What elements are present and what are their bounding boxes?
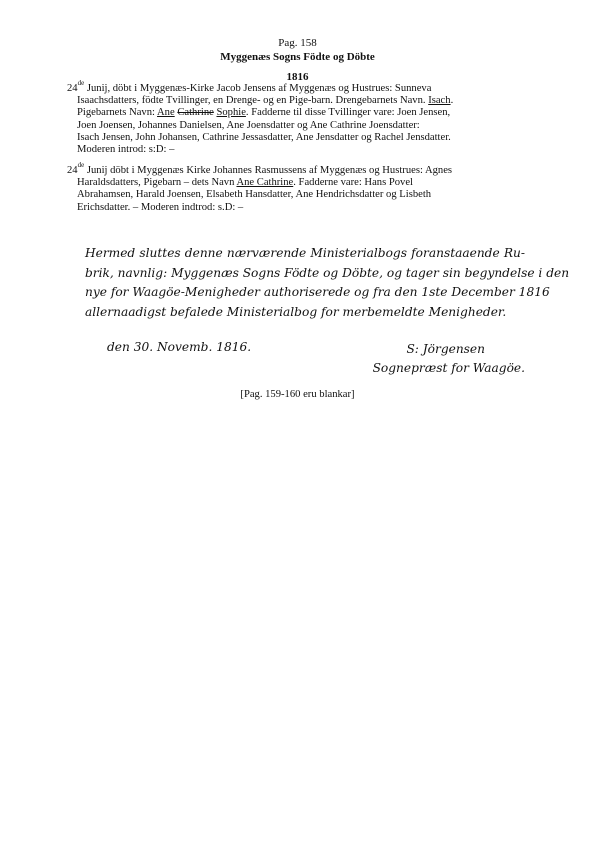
- entry-text: Haraldsdatters, Pigebarn – dets Navn: [77, 177, 237, 189]
- entry-line: [67, 95, 537, 107]
- baptism-entry-2: [67, 161, 537, 214]
- year-heading: 1816: [286, 71, 309, 83]
- entry-text: . Fadderne til disse Tvillinger vare: Joen Jensen,: [245, 107, 451, 119]
- entry-line: [67, 79, 537, 95]
- closing-line: brik, navnlig: Myggenæs Sogns Födte og Döbte, og tager sin begyndelse i den: [85, 265, 570, 280]
- entry-line: Isach Jensen, John Johansen, Cathrine Jessasdatter, Ane Jensdatter og Rachel Jensdatter.: [77, 131, 451, 143]
- struck-name: Cathrine: [177, 107, 214, 119]
- closing-date: den 30. Novemb. 1816.: [107, 340, 252, 354]
- underlined-name: Sophie: [216, 107, 246, 119]
- day-suffix: de: [77, 79, 85, 88]
- closing-line: allernaadigst befalede Ministerialbog for merbemeldte Menigheder.: [85, 304, 507, 319]
- entry-line: Joen Joensen, Johannes Danielsen, Ane Joensdatter og Ane Cathrine Joensdatter:: [77, 119, 420, 131]
- underlined-name: Ane Cathrine: [236, 177, 294, 189]
- entry-text: .: [450, 95, 454, 107]
- underlined-name: Isach: [428, 95, 451, 107]
- entry-line: Moderen introd: s:D: –: [77, 144, 175, 156]
- entry-day: 24: [67, 165, 78, 176]
- entry-text: Isaachsdatters, födte Tvillinger, en Drenge- og en Pige-barn. Drengebarnets Navn.: [77, 95, 429, 107]
- day-suffix: de: [77, 161, 85, 170]
- blank-pages-note: [Pag. 159-160 eru blankar]: [240, 389, 355, 400]
- entry-text: Junij döbt i Myggenæs Kirke Johannes Rasmussens af Myggenæs og Hustrues: Agnes: [84, 165, 453, 176]
- entry-line: [67, 177, 537, 189]
- entry-text: . Fadderne vare: Hans Povel: [293, 177, 413, 189]
- entry-line: Abrahamsen, Harald Joensen, Elsabeth Hansdatter, Ane Hendrichsdatter og Lisbeth: [77, 189, 432, 201]
- signature-name: S: Jörgensen: [406, 342, 485, 356]
- page-number: Pag. 158: [278, 37, 317, 49]
- closing-line: nye for Waagöe-Menigheder authoriserede og fra den 1ste December 1816: [85, 285, 550, 299]
- closing-line: Hermed sluttes denne nærværende Ministerialbogs foranstaaende Ru-: [85, 246, 525, 260]
- entry-line: Erichsdatter. – Moderen indtrod: s.D: –: [77, 201, 244, 213]
- signature-title: Sognepræst for Waagöe.: [372, 361, 525, 375]
- page-title: Myggenæs Sogns Födte og Döbte: [220, 51, 375, 63]
- entry-text: Pigebarnets Navn:: [77, 107, 158, 119]
- entry-text: Junij, döbt i Myggenæs-Kirke Jacob Jensens af Myggenæs og Hustrues: Sunneva: [84, 83, 432, 94]
- underlined-name: Ane: [157, 107, 175, 119]
- baptism-entry-1: [67, 79, 537, 156]
- signature-block: [370, 340, 525, 378]
- closing-paragraph: [85, 244, 570, 322]
- entry-day: 24: [67, 83, 78, 94]
- entry-line: [67, 107, 537, 119]
- entry-line: [67, 161, 537, 177]
